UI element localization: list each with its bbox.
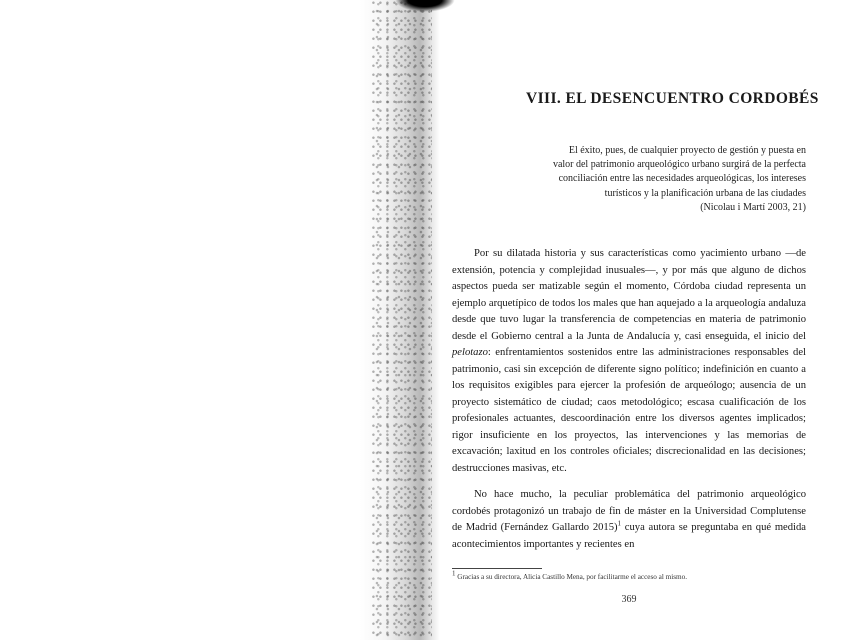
epigraph-line: El éxito, pues, de cualquier proyecto de gestión y puesta en <box>568 145 806 156</box>
epigraph <box>530 144 806 215</box>
paragraph <box>452 487 806 553</box>
epigraph-citation: (Nicolau i Martí 2003, 21) <box>700 201 806 213</box>
paragraph-text: No hace mucho, la peculiar problemática del patrimonio arqueológico cordobés protagonizó un trabajo de fin de máster en la Universidad Complutense de Madrid (Fernández Gallardo 2015) <box>452 489 806 533</box>
chapter-title: VIII. EL DESENCUENTRO CORDOBÉS <box>526 90 819 107</box>
epigraph-line: turísticos y la planificación urbana de las ciudades <box>604 187 806 199</box>
footnote <box>452 569 806 582</box>
paragraph-text: cuya autora se preguntaba en qué medida acontecimientos importantes y recientes en <box>452 522 807 550</box>
binding-shadow <box>395 0 455 12</box>
epigraph-line: conciliación entre las necesidades arqueológicas, los intereses <box>558 173 806 185</box>
footnote-number: 1 <box>452 569 456 578</box>
book-page <box>452 0 819 640</box>
footnote-marker: 1 <box>617 519 622 528</box>
epigraph-line: valor del patrimonio arqueológico urbano surgirá de la perfecta <box>552 159 806 171</box>
paragraph <box>452 246 806 477</box>
page-number: 369 <box>621 594 637 605</box>
body-text <box>452 246 806 553</box>
paragraph-text: : enfrentamientos sostenidos entre las administraciones responsables del patrimonio, casi sin excepción de diferente signo político; indefinición en cuanto a los requisitos exigibles para ejercer la profesión de arqueólogo; ausencia de un proyecto sistemático de ciudad; caos metodológico; escasa cualificación de los profesionales actuantes, descoordinación entre los diversos agentes implicados; rigor insuficiente en los proyectos, las intervenciones y las memorias de excavación; laxitud en los controles oficiales; discrecionalidad en las decisiones; destrucciones masivas, etc. <box>452 347 806 474</box>
footnote-divider <box>452 568 542 569</box>
scan-noise <box>372 0 432 640</box>
paragraph-text: Por su dilatada historia y sus características como yacimiento urbano —de extensión, potencia y complejidad inusuales—, y por más que alguno de dichos aspectos pueda ser matizable según el momento, Córdoba ciudad representa un ejemplo arquetípico de todos los males que han aquejado a la arqueología andaluza desde que tuvo lugar la transferencia de competencias en materia de patrimonio desde el Gobierno central a la Junta de Andalucía y, casi enseguida, el inicio del <box>452 248 806 342</box>
italic-term: pelotazo <box>452 347 488 358</box>
footnote-text: Gracias a su directora, Alicia Castillo Mena, por facilitarme el acceso al mismo. <box>457 573 688 581</box>
